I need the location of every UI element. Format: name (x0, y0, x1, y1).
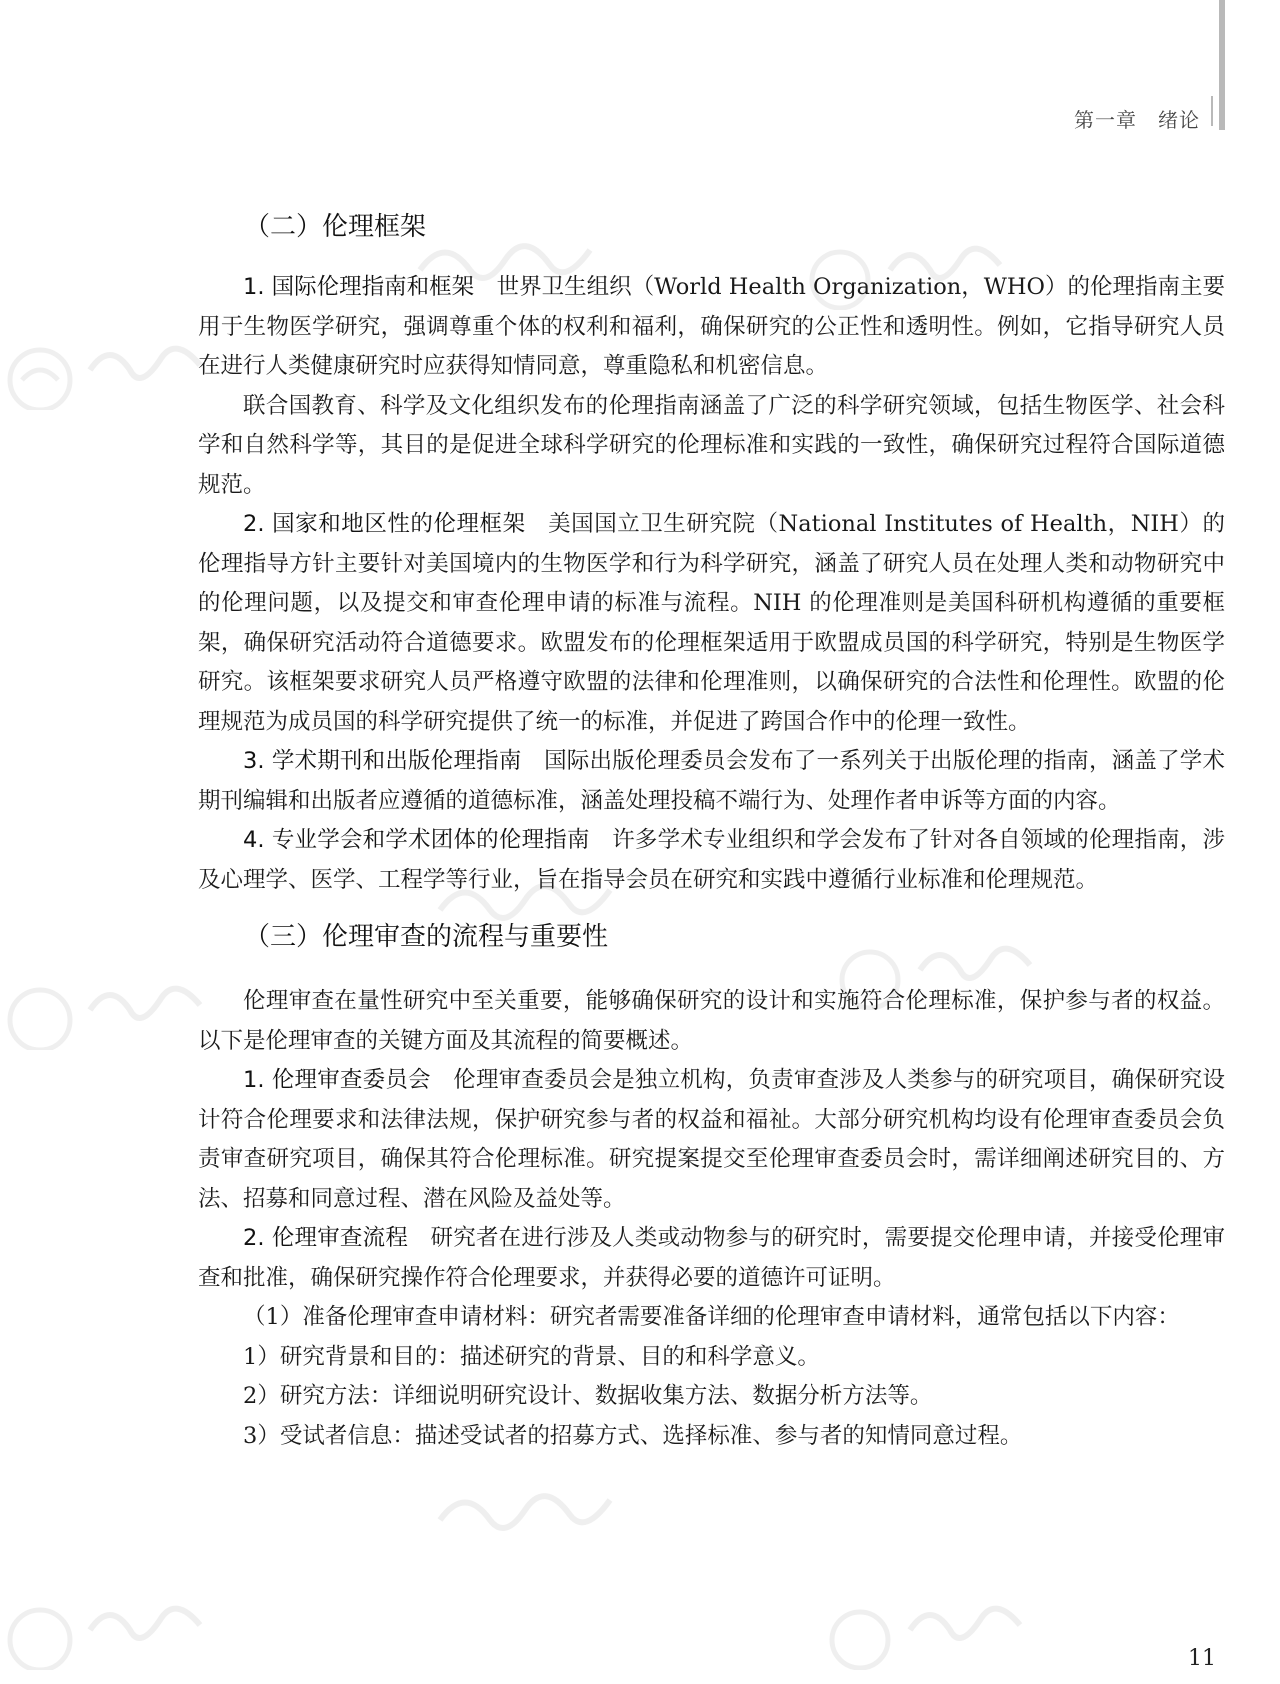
paragraph-text: 伦理审查委员会是独立机构，负责审查涉及人类参与的研究项目，确保研究设计符合伦理要求和法律法规，保护研究参与者的权益和福祉。大部分研究机构均设有伦理审查委员会负责审查研究项目，确保其符合伦理标准。研究提案提交至伦理审查委员会时，需详细阐述研究目的、方法、招募和同意过程、潜在风险及益处等。 (198, 1067, 1225, 1212)
list-item: 1）研究背景和目的：描述研究的背景、目的和科学意义。 (243, 1343, 820, 1370)
watermark-logo (0, 300, 230, 410)
paragraph-national-frameworks (198, 505, 1225, 742)
section-heading-ethics-framework: （二）伦理框架 (244, 212, 427, 242)
watermark-logo (0, 940, 230, 1050)
paragraph-unesco (198, 387, 1225, 506)
paragraph-international-guidelines (198, 268, 1225, 387)
watermark-logo (820, 1560, 1050, 1670)
paragraph-lead: 4. 专业学会和学术团体的伦理指南 (243, 827, 590, 853)
page-number: 11 (1188, 1646, 1216, 1671)
list-item: 3）受试者信息：描述受试者的招募方式、选择标准、参与者的知情同意过程。 (243, 1422, 1023, 1449)
paragraph-review-committee (198, 1061, 1225, 1219)
paragraph-text: 研究者在进行涉及人类或动物参与的研究时，需要提交伦理申请，并接受伦理审查和批准，确保研究操作符合伦理要求，并获得必要的道德许可证明。 (198, 1225, 1225, 1291)
section-heading-ethics-review: （三）伦理审查的流程与重要性 (244, 922, 609, 952)
list-item: 2）研究方法：详细说明研究设计、数据收集方法、数据分析方法等。 (243, 1383, 933, 1409)
edge-marker (1219, 0, 1225, 130)
paragraph-text: 联合国教育、科学及文化组织发布的伦理指南涵盖了广泛的科学研究领域，包括生物医学、社会科学和自然科学等，其目的是促进全球科学研究的伦理标准和实践的一致性，确保研究过程符合国际道德规范。 (198, 392, 1225, 498)
paragraph-text: 许多学术专业组织和学会发布了针对各自领域的伦理指南，涉及心理学、医学、工程学等行业，旨在指导会员在研究和实践中遵循行业标准和伦理规范。 (198, 827, 1225, 893)
paragraph-lead: 3. 学术期刊和出版伦理指南 (243, 748, 522, 774)
watermark-logo (0, 1560, 230, 1670)
paragraph-step-1: （1）准备伦理审查申请材料：研究者需要准备详细的伦理审查申请材料，通常包括以下内容： (243, 1304, 1180, 1330)
paragraph-text: 国际出版伦理委员会发布了一系列关于出版伦理的指南，涵盖了学术期刊编辑和出版者应遵循的道德标准，涵盖处理投稿不端行为、处理作者申诉等方面的内容。 (198, 748, 1225, 814)
paragraph-lead: 1. 伦理审查委员会 (243, 1067, 431, 1093)
paragraph-publication-ethics (198, 742, 1225, 821)
edge-marker-thin (1211, 96, 1213, 126)
paragraph-professional-societies (198, 821, 1225, 900)
paragraph-text: 世界卫生组织（World Health Organization，WHO）的伦理指南主要用于生物医学研究，强调尊重个体的权利和福利，确保研究的公正性和透明性。例如，它指导研究人员在进行人类健康研究时应获得知情同意，尊重隐私和机密信息。 (198, 274, 1225, 379)
paragraph-lead: 2. 国家和地区性的伦理框架 (243, 511, 526, 537)
paragraph-review-intro: 伦理审查在量性研究中至关重要，能够确保研究的设计和实施符合伦理标准，保护参与者的权益。以下是伦理审查的关键方面及其流程的简要概述。 (198, 988, 1225, 1054)
page-body (198, 200, 1225, 1456)
paragraph-lead: 2. 伦理审查流程 (243, 1225, 409, 1251)
paragraph-review-process (198, 1219, 1225, 1298)
paragraph-text: 美国国立卫生研究院（National Institutes of Health，NIH）的伦理指导方针主要针对美国境内的生物医学和行为科学研究，涵盖了研究人员在处理人类和动物研究中的伦理问题，以及提交和审查伦理申请的标准与流程。NIH 的伦理准则是美国科研机构遵循的重要框架，确保研究活动符合道德要求。欧盟发布的伦理框架适用于欧盟成员国的科学研究，特别是生物医学研究。该框架要求研究人员严格遵守欧盟的法律和伦理准则，以确保研究的合法性和伦理性。欧盟的伦理规范为成员国的科学研究提供了统一的标准，并促进了跨国合作中的伦理一致性。 (198, 511, 1225, 735)
running-head: 第一章 绪论 (1074, 108, 1200, 132)
watermark-logo (420, 1450, 650, 1560)
paragraph-lead: 1. 国际伦理指南和框架 (243, 274, 475, 300)
